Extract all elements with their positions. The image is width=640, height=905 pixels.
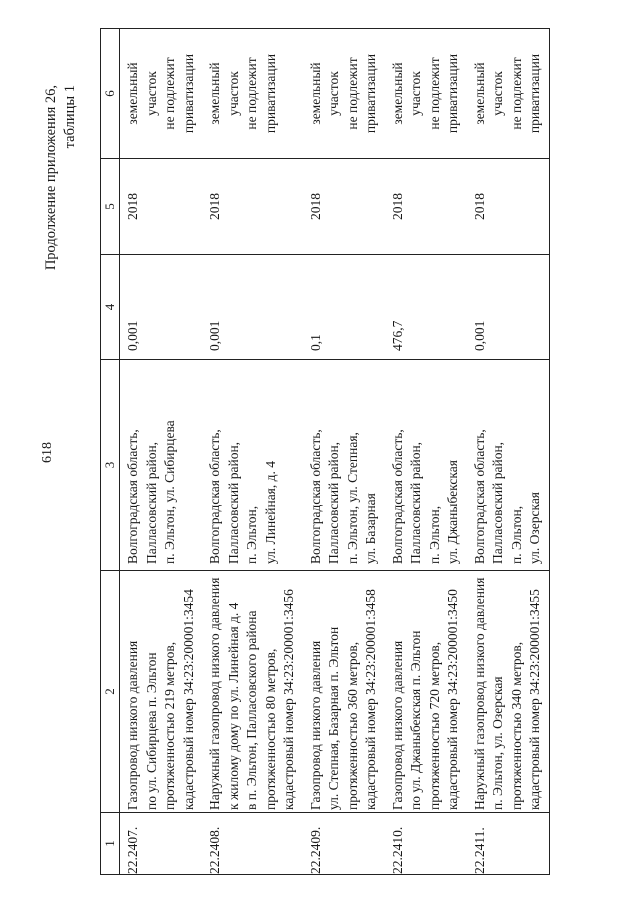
year-value: 2018 [202, 159, 303, 255]
privatization-note [202, 29, 303, 159]
object-address [202, 360, 303, 571]
area-value: 476,7 [385, 255, 467, 360]
table-row [385, 29, 467, 875]
continuation-note [42, 85, 80, 270]
object-address [467, 360, 550, 571]
address-text: Волгоградская область, Палласовский район, п. Эльтон, ул. Озерская [471, 429, 542, 564]
object-address [303, 360, 385, 571]
area-value: 0,001 [467, 255, 550, 360]
note-text: земельный участок не подлежит приватизации [207, 53, 278, 134]
note-text: земельный участок не подлежит приватизации [389, 53, 460, 134]
area-value: 0,001 [120, 255, 203, 360]
page-number: 618 [40, 442, 55, 463]
description-text: Наружный газопровод низкого давления п. Эльтон, ул. Озерская протяженностью 340 метров, кадастровый номер 34:23:200001:3455 [471, 577, 542, 810]
area-value: 0,1 [303, 255, 385, 360]
row-number: 22.2407. [120, 813, 203, 875]
table-row [202, 29, 303, 875]
table-row [467, 29, 550, 875]
year-value: 2018 [303, 159, 385, 255]
description-text: Газопровод низкого давления по ул. Сибирцева п. Эльтон протяженностью 219 метров, кадастровый номер 34:23:200001:3454 [125, 589, 196, 810]
note-text: земельный участок не подлежит приватизации [471, 53, 542, 134]
continuation-line-2: таблицы 1 [62, 85, 78, 149]
note-text: земельный участок не подлежит приватизации [307, 53, 378, 134]
description-text: Газопровод низкого давления ул. Степная, Базарная п. Эльтон протяженностью 360 метров, кадастровый номер 34:23:200001:3458 [307, 589, 378, 810]
privatization-note [120, 29, 203, 159]
address-text: Волгоградская область, Палласовский район, п. Эльтон, ул. Сибирцева [125, 420, 177, 564]
continuation-line-1: Продолжение приложения 26, [43, 85, 59, 271]
registry-table [100, 28, 550, 875]
address-text: Волгоградская область, Палласовский район, п. Эльтон, ул. Линейная, д. 4 [207, 429, 278, 564]
object-address [120, 360, 203, 571]
object-description [120, 571, 203, 813]
column-header: 1 [101, 813, 120, 875]
year-value: 2018 [467, 159, 550, 255]
table-header-row [101, 29, 120, 875]
year-value: 2018 [120, 159, 203, 255]
privatization-note [467, 29, 550, 159]
description-text: Наружный газопровод низкого давления к жилому дому по ул. Линейная д. 4 в п. Эльтон, Палласовского района протяженностью 80 метров, кадастровый номер 34:23:200001:3456 [207, 577, 296, 810]
column-header: 2 [101, 571, 120, 813]
row-number: 22.2410. [385, 813, 467, 875]
note-text: земельный участок не подлежит приватизации [125, 53, 196, 134]
privatization-note [385, 29, 467, 159]
column-header: 6 [101, 29, 120, 159]
row-number: 22.2408. [202, 813, 303, 875]
object-description [385, 571, 467, 813]
row-number: 22.2411. [467, 813, 550, 875]
object-description [467, 571, 550, 813]
object-description [303, 571, 385, 813]
privatization-note [303, 29, 385, 159]
year-value: 2018 [385, 159, 467, 255]
description-text: Газопровод низкого давления по ул. Джаныбекская п. Эльтон протяженностью 720 метров, кадастровый номер 34:23:200001:3450 [389, 589, 460, 810]
object-address [385, 360, 467, 571]
table-row [303, 29, 385, 875]
column-header: 4 [101, 255, 120, 360]
table-row [120, 29, 203, 875]
address-text: Волгоградская область, Палласовский район, п. Эльтон, ул. Степная, ул. Базарная [307, 429, 378, 564]
row-number: 22.2409. [303, 813, 385, 875]
column-header: 3 [101, 360, 120, 571]
object-description [202, 571, 303, 813]
address-text: Волгоградская область, Палласовский район, п. Эльтон, ул. Джаныбекская [389, 429, 460, 564]
column-header: 5 [101, 159, 120, 255]
area-value: 0,001 [202, 255, 303, 360]
